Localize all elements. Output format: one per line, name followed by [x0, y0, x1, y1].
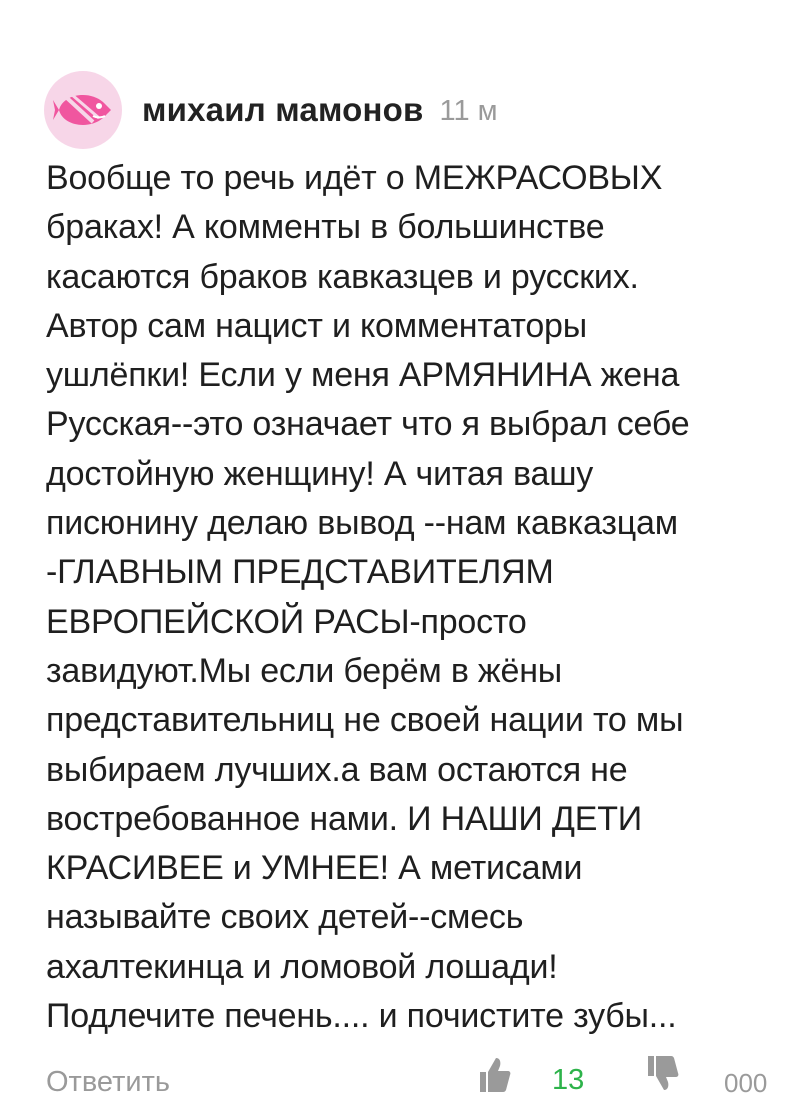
thumbs-down-icon[interactable]	[644, 1054, 680, 1094]
like-count: 13	[552, 1064, 585, 1096]
thumbs-up-icon[interactable]	[476, 1054, 512, 1094]
author-name[interactable]: михаил мамонов	[142, 91, 424, 128]
fish-icon	[53, 88, 113, 132]
comment-actions	[46, 1052, 801, 1098]
comment-time: 11 м	[439, 94, 498, 127]
avatar[interactable]	[44, 71, 122, 149]
dislike-count: 000	[724, 1068, 768, 1098]
comment-text: Вообще то речь идёт о МЕЖРАСОВЫХ браках! А комменты в большинстве касаются браков кавказцев и русских. Автор сам нацист и комментаторы ушлёпки! Если у меня АРМЯНИНА жена Русская--это означает что я выбрал себе достойную женщину! А читая вашу писюнину делаю вывод --нам кавказцам -ГЛАВНЫМ ПРЕДСТАВИТЕЛЯМ ЕВРОПЕЙСКОЙ РАСЫ-просто завидуют.Мы если берём в жёны представительниц не своей нации то мы выбираем лучших.а вам остаются не востребованное нами. И НАШИ ДЕТИ КРАСИВЕЕ и УМНЕЕ! А метисами называйте своих детей--смесь ахалтекинца и ломовой лошади! Подлечите печень.... и почистите зубы...	[46, 159, 690, 1036]
reply-button[interactable]: Ответить	[46, 1066, 170, 1098]
comment-header	[44, 70, 498, 150]
